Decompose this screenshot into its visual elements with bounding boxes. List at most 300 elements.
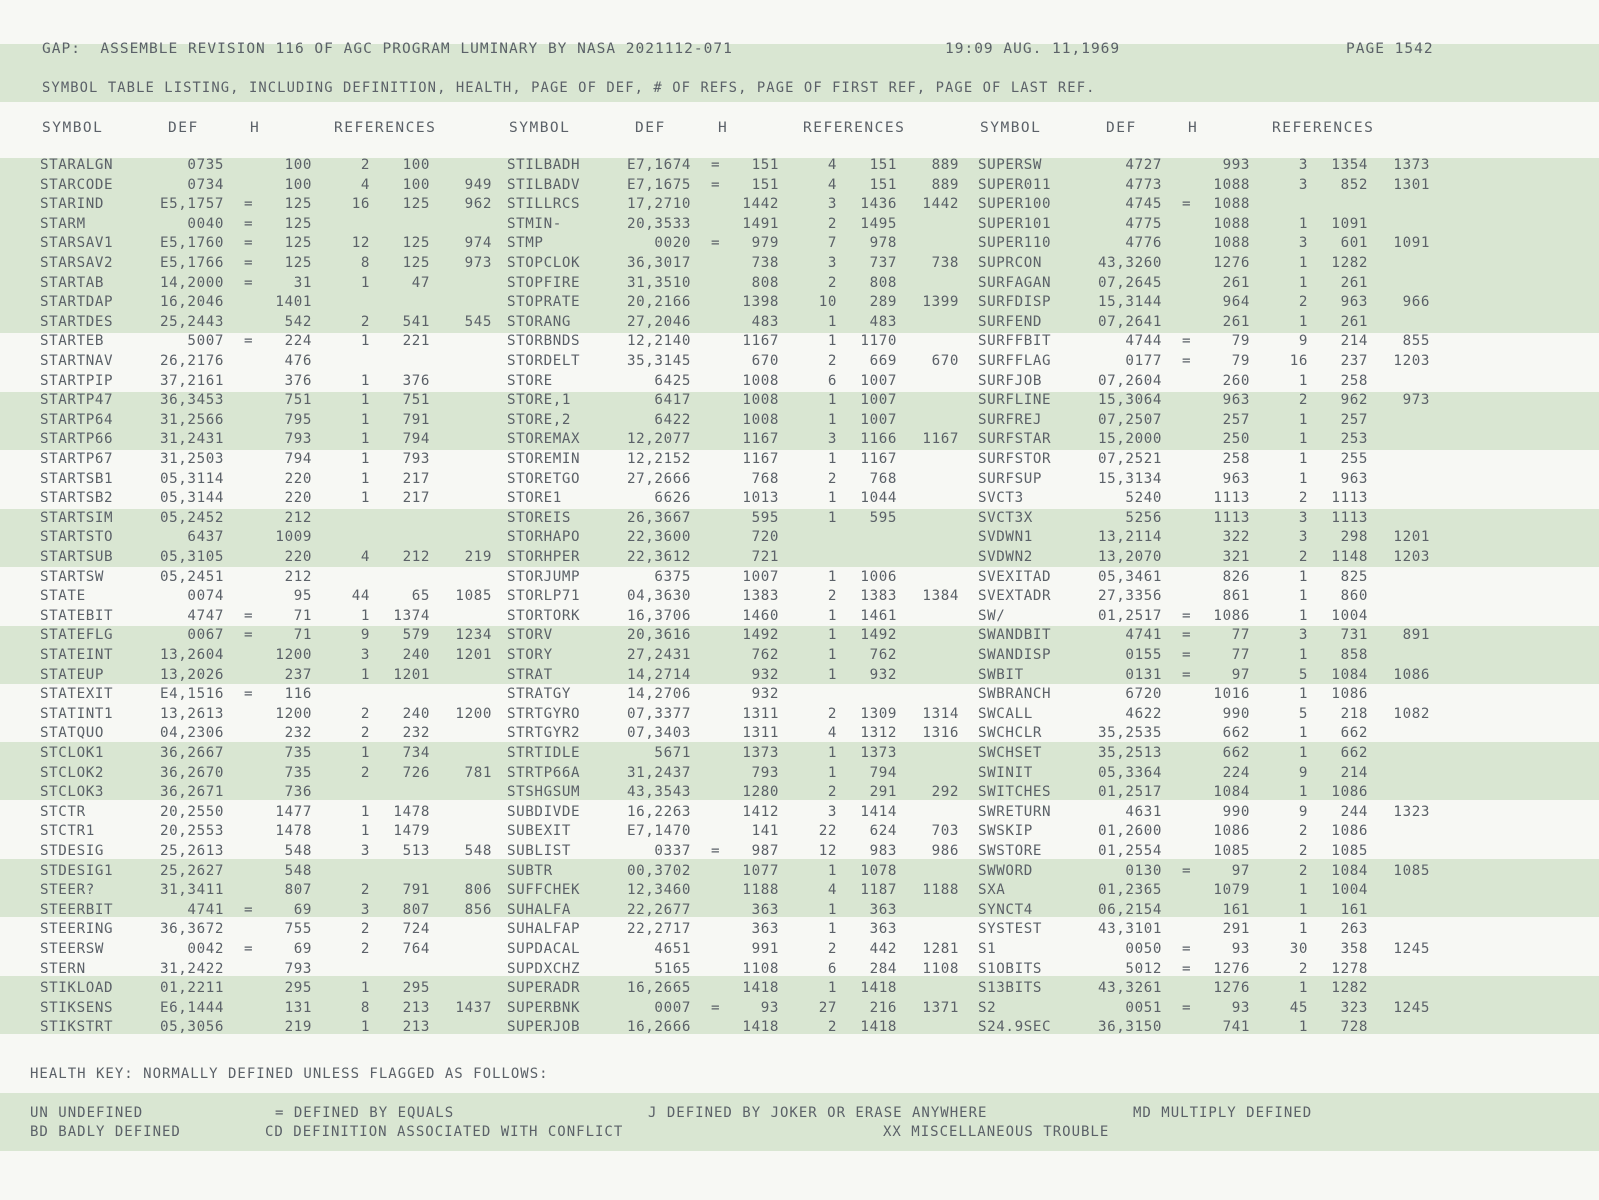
cell-ref-count: 1 [360, 823, 370, 840]
cell-first-ref: 1044 [860, 490, 897, 507]
cell-def-page: 1167 [742, 451, 779, 467]
table-row [978, 979, 1438, 999]
cell-def: 13,2604 [160, 647, 224, 663]
cell-def-page: 1088 [1213, 196, 1250, 213]
cell-def: 01,2600 [1098, 823, 1162, 840]
cell-def: 43,3260 [1098, 255, 1162, 271]
cell-ref-count: 3 [827, 255, 837, 271]
cell-ref-count: 2 [360, 882, 370, 899]
cell-ref-count: 1 [1298, 607, 1308, 624]
cell-def: 36,3453 [160, 392, 224, 409]
table-row [40, 607, 500, 627]
cell-def: 12,2152 [627, 451, 691, 467]
cell-ref-count: 1 [827, 411, 837, 428]
cell-symbol: SWSKIP [978, 823, 1033, 840]
cell-first-ref: 1309 [860, 705, 897, 722]
cell-ref-count: 1 [827, 451, 837, 467]
cell-ref-count: 3 [360, 901, 370, 918]
cell-ref-count: 1 [1298, 980, 1308, 997]
col-header-health-2: H [718, 120, 729, 136]
cell-def-page: 476 [284, 353, 312, 369]
cell-first-ref: 1282 [1331, 980, 1368, 997]
cell-last-ref: 806 [464, 882, 492, 899]
table-row [978, 411, 1438, 431]
cell-symbol: STARCODE [40, 176, 114, 193]
table-row [978, 626, 1438, 646]
table-row [40, 979, 500, 999]
cell-def-page: 993 [1222, 157, 1250, 173]
cell-first-ref: 962 [1340, 392, 1368, 409]
table-row [507, 940, 967, 960]
table-row [978, 999, 1438, 1019]
cell-ref-count: 1 [827, 666, 837, 683]
cell-def-page: 77 [1231, 627, 1250, 644]
cell-def: 26,3667 [627, 509, 691, 526]
cell-last-ref: 292 [931, 784, 959, 801]
cell-def-page: 762 [751, 647, 779, 663]
cell-ref-count: 44 [351, 588, 370, 605]
cell-first-ref: 237 [1340, 353, 1368, 369]
cell-first-ref: 1187 [860, 882, 897, 899]
cell-def: 6417 [654, 392, 691, 409]
listing-timestamp: 19:09 AUG. 11,1969 [945, 41, 1121, 57]
cell-def: 0155 [1125, 647, 1162, 663]
cell-def-page: 151 [751, 157, 779, 173]
cell-symbol: SURFREJ [978, 411, 1042, 428]
cell-last-ref: 986 [931, 843, 959, 859]
cell-symbol: SURFFLAG [978, 353, 1052, 369]
cell-ref-count: 3 [1298, 235, 1308, 252]
cell-symbol: STCLOK2 [40, 764, 104, 781]
cell-first-ref: 724 [402, 921, 430, 938]
cell-def: 6375 [654, 568, 691, 585]
table-row [40, 274, 500, 294]
cell-symbol: STOREMIN [507, 451, 581, 467]
cell-def-page: 1008 [742, 392, 779, 409]
cell-def: 13,2026 [160, 666, 224, 683]
table-row [507, 744, 967, 764]
cell-first-ref: 963 [1340, 470, 1368, 487]
cell-ref-count: 8 [360, 999, 370, 1016]
cell-ref-count: 1 [1298, 784, 1308, 801]
cell-def: E5,1760 [160, 235, 224, 252]
cell-symbol: STORETGO [507, 470, 581, 487]
cell-symbol: SVDWN1 [978, 529, 1033, 546]
table-row [507, 587, 967, 607]
table-row [507, 626, 967, 646]
cell-def: 36,2670 [160, 764, 224, 781]
table-row [40, 332, 500, 352]
cell-health: = [244, 274, 254, 291]
cell-def-page: 100 [284, 157, 312, 173]
cell-ref-count: 7 [827, 235, 837, 252]
cell-def-page: 1013 [742, 490, 779, 507]
table-row [978, 332, 1438, 352]
table-row [40, 489, 500, 509]
cell-ref-count: 12 [351, 235, 370, 252]
cell-ref-count: 22 [818, 823, 837, 840]
cell-symbol: SURFSTAR [978, 431, 1052, 448]
cell-def: 4776 [1125, 235, 1162, 252]
table-row [978, 901, 1438, 921]
cell-first-ref: 1166 [860, 431, 897, 448]
cell-def-page: 1492 [742, 627, 779, 644]
cell-symbol: STORE,1 [507, 392, 571, 409]
table-row [978, 587, 1438, 607]
cell-ref-count: 1 [360, 470, 370, 487]
cell-def: 6422 [654, 411, 691, 428]
health-key-md: MD MULTIPLY DEFINED [1133, 1105, 1313, 1121]
cell-ref-count: 1 [1298, 431, 1308, 448]
cell-def: 05,2451 [160, 568, 224, 585]
cell-def: 0051 [1125, 999, 1162, 1016]
cell-first-ref: 291 [869, 784, 897, 801]
cell-first-ref: 858 [1340, 647, 1368, 663]
cell-health: = [1182, 960, 1192, 977]
cell-def: 16,2046 [160, 294, 224, 311]
table-row [507, 901, 967, 921]
table-row [978, 822, 1438, 842]
cell-ref-count: 3 [360, 647, 370, 663]
cell-def: 0050 [1125, 941, 1162, 957]
cell-ref-count: 2 [360, 705, 370, 722]
cell-first-ref: 214 [1340, 764, 1368, 781]
cell-last-ref: 781 [464, 764, 492, 781]
table-row [978, 940, 1438, 960]
cell-first-ref: 1086 [1331, 686, 1368, 703]
cell-def-page: 548 [284, 862, 312, 879]
cell-symbol: SXA [978, 882, 1006, 899]
cell-def-page: 151 [751, 176, 779, 193]
cell-symbol: SUHALFA [507, 901, 571, 918]
cell-ref-count: 16 [351, 196, 370, 213]
table-row [507, 195, 967, 215]
cell-first-ref: 751 [402, 392, 430, 409]
cell-def: 04,3630 [627, 588, 691, 605]
cell-symbol: SUPERJOB [507, 1019, 581, 1036]
cell-symbol: STRAT [507, 666, 553, 683]
cell-def: E4,1516 [160, 686, 224, 703]
cell-symbol: STDESIG1 [40, 862, 114, 879]
cell-def: 05,3056 [160, 1019, 224, 1036]
cell-first-ref: 1148 [1331, 549, 1368, 565]
cell-symbol: SURFSUP [978, 470, 1042, 487]
cell-def-page: 261 [1222, 313, 1250, 330]
cell-def: 6425 [654, 372, 691, 389]
table-row [40, 313, 500, 333]
table-row [40, 685, 500, 705]
cell-first-ref: 258 [1340, 372, 1368, 389]
cell-def-page: 93 [760, 999, 779, 1016]
table-row [507, 607, 967, 627]
col-header-def-1: DEF [168, 120, 199, 136]
cell-def-page: 987 [751, 843, 779, 859]
cell-def: 5256 [1125, 509, 1162, 526]
cell-first-ref: 161 [1340, 901, 1368, 918]
cell-def-page: 224 [284, 333, 312, 350]
health-key-equals: = DEFINED BY EQUALS [275, 1105, 455, 1121]
cell-symbol: STRTIDLE [507, 745, 581, 761]
table-row [40, 470, 500, 490]
table-row [40, 156, 500, 176]
cell-symbol: S1 [978, 941, 997, 957]
cell-def-page: 97 [1231, 862, 1250, 879]
cell-def-page: 116 [284, 686, 312, 703]
table-row [507, 352, 967, 372]
cell-health: = [1182, 647, 1192, 663]
cell-def-page: 1016 [1213, 686, 1250, 703]
cell-ref-count: 1 [1298, 1019, 1308, 1036]
cell-ref-count: 4 [827, 157, 837, 173]
cell-def-page: 548 [284, 843, 312, 859]
cell-ref-count: 4 [827, 725, 837, 742]
cell-def-page: 1007 [742, 568, 779, 585]
cell-symbol: SUBEXIT [507, 823, 571, 840]
cell-def-page: 125 [284, 255, 312, 271]
cell-first-ref: 47 [411, 274, 430, 291]
cell-ref-count: 1 [827, 980, 837, 997]
cell-def: 31,2422 [160, 960, 224, 977]
table-row [978, 548, 1438, 568]
cell-last-ref: 889 [931, 176, 959, 193]
cell-def: 14,2000 [160, 274, 224, 291]
cell-first-ref: 513 [402, 843, 430, 859]
table-row [40, 528, 500, 548]
cell-last-ref: 966 [1402, 294, 1430, 311]
table-row [978, 685, 1438, 705]
cell-health: = [1182, 941, 1192, 957]
cell-first-ref: 244 [1340, 803, 1368, 820]
cell-ref-count: 9 [1298, 333, 1308, 350]
table-row [507, 254, 967, 274]
table-row [978, 744, 1438, 764]
table-row [507, 803, 967, 823]
cell-symbol: STARTDES [40, 313, 114, 330]
cell-def: 27,2431 [627, 647, 691, 663]
cell-ref-count: 27 [818, 999, 837, 1016]
cell-def: 31,2566 [160, 411, 224, 428]
cell-ref-count: 1 [360, 490, 370, 507]
table-row [978, 842, 1438, 862]
table-row [978, 607, 1438, 627]
cell-def-page: 963 [1222, 392, 1250, 409]
table-row [40, 254, 500, 274]
table-row [40, 920, 500, 940]
cell-ref-count: 3 [1298, 627, 1308, 644]
table-row [507, 430, 967, 450]
cell-first-ref: 1492 [860, 627, 897, 644]
cell-symbol: STARTNAV [40, 353, 114, 369]
cell-symbol: STEERING [40, 921, 114, 938]
cell-symbol: SWITCHES [978, 784, 1052, 801]
table-row [978, 862, 1438, 882]
table-row [507, 332, 967, 352]
cell-symbol: STILLRCS [507, 196, 581, 213]
cell-ref-count: 1 [360, 411, 370, 428]
cell-symbol: STARALGN [40, 157, 114, 173]
cell-last-ref: 1281 [922, 941, 959, 957]
cell-first-ref: 791 [402, 882, 430, 899]
cell-first-ref: 253 [1340, 431, 1368, 448]
cell-ref-count: 2 [1298, 960, 1308, 977]
cell-first-ref: 151 [869, 176, 897, 193]
cell-def-page: 79 [1231, 333, 1250, 350]
cell-def-page: 979 [751, 235, 779, 252]
cell-def-page: 793 [751, 764, 779, 781]
cell-symbol: STARSAV1 [40, 235, 114, 252]
table-row [40, 901, 500, 921]
cell-def-page: 1276 [1213, 980, 1250, 997]
cell-def: 27,3356 [1098, 588, 1162, 605]
cell-def-page: 376 [284, 372, 312, 389]
cell-first-ref: 983 [869, 843, 897, 859]
table-row [40, 764, 500, 784]
table-row [507, 176, 967, 196]
cell-first-ref: 263 [1340, 921, 1368, 938]
cell-last-ref: 548 [464, 843, 492, 859]
cell-def: 0337 [654, 843, 691, 859]
cell-first-ref: 963 [1340, 294, 1368, 311]
table-row [507, 156, 967, 176]
cell-ref-count: 1 [827, 647, 837, 663]
cell-ref-count: 1 [360, 607, 370, 624]
cell-health: = [1182, 627, 1192, 644]
cell-first-ref: 1167 [860, 451, 897, 467]
table-row [507, 528, 967, 548]
cell-def-page: 793 [284, 960, 312, 977]
cell-symbol: SUPER100 [978, 196, 1052, 213]
table-row [978, 470, 1438, 490]
cell-def: E7,1675 [627, 176, 691, 193]
cell-def: 16,2263 [627, 803, 691, 820]
cell-def: 4651 [654, 941, 691, 957]
cell-def-page: 220 [284, 549, 312, 565]
cell-symbol: SUPER110 [978, 235, 1052, 252]
cell-first-ref: 1374 [393, 607, 430, 624]
cell-def-page: 93 [1231, 999, 1250, 1016]
cell-symbol: STARTDAP [40, 294, 114, 311]
table-row [978, 803, 1438, 823]
table-row [40, 195, 500, 215]
cell-def: 20,3533 [627, 215, 691, 232]
cell-first-ref: 764 [402, 941, 430, 957]
cell-health: = [244, 235, 254, 252]
cell-symbol: SWCHCLR [978, 725, 1042, 742]
cell-def: 5012 [1125, 960, 1162, 977]
cell-def: 31,2431 [160, 431, 224, 448]
cell-ref-count: 1 [360, 392, 370, 409]
cell-last-ref: 1442 [922, 196, 959, 213]
cell-def-page: 1084 [1213, 784, 1250, 801]
cell-last-ref: 1200 [455, 705, 492, 722]
cell-last-ref: 1301 [1393, 176, 1430, 193]
cell-def-page: 662 [1222, 725, 1250, 742]
cell-ref-count: 1 [360, 803, 370, 820]
cell-ref-count: 1 [360, 745, 370, 761]
cell-symbol: SYNCT4 [978, 901, 1033, 918]
cell-symbol: SVEXTADR [978, 588, 1052, 605]
cell-symbol: STCTR1 [40, 823, 95, 840]
cell-first-ref: 1085 [1331, 843, 1368, 859]
cell-def: 01,2211 [160, 980, 224, 997]
table-row [507, 783, 967, 803]
cell-first-ref: 1495 [860, 215, 897, 232]
cell-ref-count: 3 [1298, 157, 1308, 173]
cell-def-page: 807 [284, 882, 312, 899]
table-row [40, 509, 500, 529]
cell-def-page: 991 [751, 941, 779, 957]
table-row [507, 862, 967, 882]
cell-def-page: 751 [284, 392, 312, 409]
cell-first-ref: 595 [869, 509, 897, 526]
table-row [40, 215, 500, 235]
cell-def-page: 1086 [1213, 607, 1250, 624]
cell-first-ref: 794 [869, 764, 897, 781]
cell-symbol: SWANDISP [978, 647, 1052, 663]
table-row [40, 705, 500, 725]
col-header-symbol-1: SYMBOL [42, 120, 104, 136]
cell-first-ref: 601 [1340, 235, 1368, 252]
cell-def: 4741 [1125, 627, 1162, 644]
cell-first-ref: 791 [402, 411, 430, 428]
cell-ref-count: 1 [827, 313, 837, 330]
cell-def-page: 1477 [275, 803, 312, 820]
cell-last-ref: 1167 [922, 431, 959, 448]
cell-first-ref: 1383 [860, 588, 897, 605]
cell-def-page: 69 [293, 901, 312, 918]
table-row [507, 548, 967, 568]
cell-def-page: 990 [1222, 803, 1250, 820]
cell-def-page: 1167 [742, 333, 779, 350]
cell-def-page: 1086 [1213, 823, 1250, 840]
cell-ref-count: 3 [1298, 509, 1308, 526]
cell-def-page: 1167 [742, 431, 779, 448]
cell-symbol: STATEFLG [40, 627, 114, 644]
cell-def-page: 768 [751, 470, 779, 487]
cell-first-ref: 298 [1340, 529, 1368, 546]
cell-def-page: 662 [1222, 745, 1250, 761]
cell-first-ref: 323 [1340, 999, 1368, 1016]
cell-def: 0042 [187, 941, 224, 957]
cell-last-ref: 1245 [1393, 941, 1430, 957]
cell-first-ref: 932 [869, 666, 897, 683]
cell-symbol: STARIND [40, 196, 104, 213]
cell-ref-count: 2 [360, 157, 370, 173]
cell-def: 0040 [187, 215, 224, 232]
table-row [40, 940, 500, 960]
cell-def: 20,2166 [627, 294, 691, 311]
table-row [507, 293, 967, 313]
cell-def: 07,2604 [1098, 372, 1162, 389]
cell-last-ref: 962 [464, 196, 492, 213]
cell-def: 01,2517 [1098, 784, 1162, 801]
cell-first-ref: 1282 [1331, 255, 1368, 271]
cell-symbol: STARTAB [40, 274, 104, 291]
cell-health: = [711, 157, 721, 173]
cell-symbol: SWBIT [978, 666, 1024, 683]
cell-def-page: 1478 [275, 823, 312, 840]
cell-def: 5007 [187, 333, 224, 350]
cell-symbol: SURFLINE [978, 392, 1052, 409]
cell-symbol: SUPERADR [507, 980, 581, 997]
table-row [507, 666, 967, 686]
cell-ref-count: 1 [827, 901, 837, 918]
cell-symbol: STRTP66A [507, 764, 581, 781]
cell-health: = [1182, 196, 1192, 213]
cell-def: 27,2666 [627, 470, 691, 487]
cell-last-ref: 1399 [922, 294, 959, 311]
cell-symbol: STIKLOAD [40, 980, 114, 997]
